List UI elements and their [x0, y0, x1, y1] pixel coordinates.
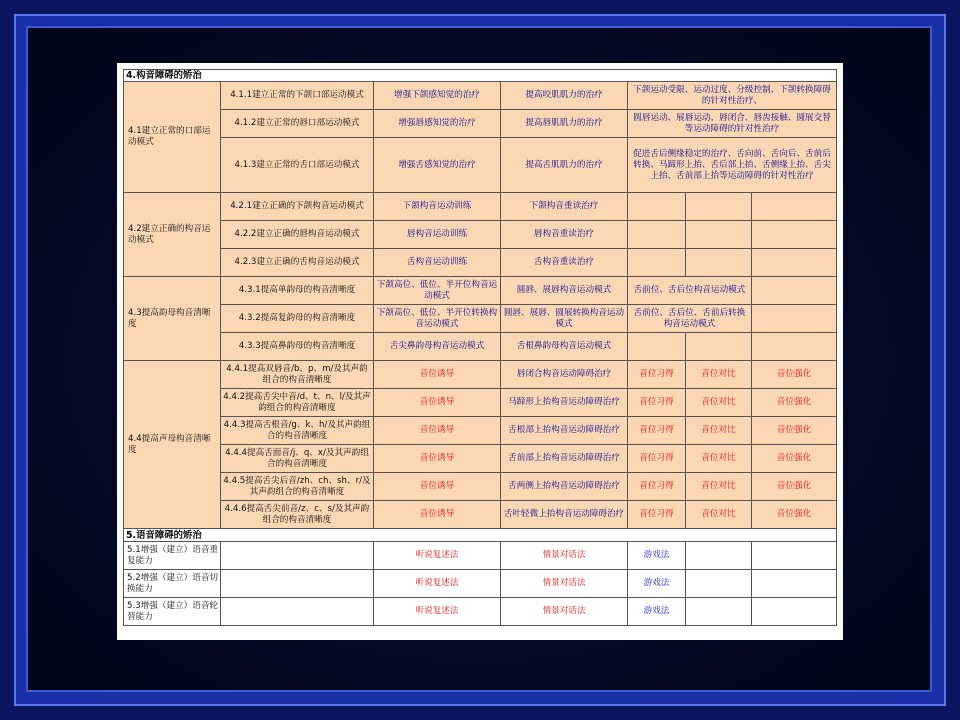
cell-empty — [686, 221, 752, 249]
cell-4-1-2-c: 圆唇运动、展唇运动、唇闭合、唇齿接触、圆展交替等运动障碍的针对性治疗 — [628, 110, 837, 138]
cell-4-2-2-b: 唇构音重读治疗 — [501, 221, 628, 249]
cell-4-1-1-c: 下颌运动受限、运动过度、分级控制、下颌转换障碍的针对性治疗、 — [628, 82, 837, 110]
item-4-4-4: 4.4.4提高舌面音/j、q、x/及其声韵组合的构音清晰度 — [221, 445, 374, 473]
cell-empty — [752, 221, 837, 249]
section-5-title: 5.语音障碍的矫治 — [124, 529, 837, 542]
cell-4-2-3-a: 舌构音运动训练 — [374, 249, 501, 277]
cell-4-1-3-b: 提高舌肌肌力的治疗 — [501, 138, 628, 193]
cell-4-4-5-practice: 音位习得 — [628, 473, 686, 501]
cell-5-1-m1: 听说复述法 — [374, 542, 501, 570]
cell-empty — [628, 333, 686, 361]
cell-4-4-6-strengthen: 音位强化 — [752, 501, 837, 529]
cell-empty — [752, 542, 837, 570]
cell-4-4-3-strengthen: 音位强化 — [752, 417, 837, 445]
item-4-2-1: 4.2.1建立正确的下颌构音运动模式 — [221, 193, 374, 221]
cell-5-2-m3: 游戏法 — [628, 570, 686, 598]
cell-empty — [752, 598, 837, 626]
cell-empty — [628, 249, 686, 277]
cell-4-4-3-b: 舌根部上抬构音运动障碍治疗 — [501, 417, 628, 445]
cell-4-1-2-a: 增强唇感知觉的治疗 — [374, 110, 501, 138]
cell-4-4-5-strengthen: 音位强化 — [752, 473, 837, 501]
cell-5-1-m2: 情景对话法 — [501, 542, 628, 570]
cell-empty — [686, 598, 752, 626]
item-5-2: 5.2增强（建立）语音切换能力 — [124, 570, 221, 598]
cell-empty — [686, 542, 752, 570]
item-4-4-5: 4.4.5提高舌尖后音/zh、ch、sh、r/及其声韵组合的构音清晰度 — [221, 473, 374, 501]
cell-empty — [686, 570, 752, 598]
cell-5-3-m2: 情景对话法 — [501, 598, 628, 626]
cell-4-3-3-a: 舌尖鼻韵母构音运动模式 — [374, 333, 501, 361]
cell-4-4-6-induce: 音位诱导 — [374, 501, 501, 529]
item-4-4-3: 4.4.3提高舌根音/g、k、h/及其声韵组合的构音清晰度 — [221, 417, 374, 445]
cell-4-4-4-contrast: 音位对比 — [686, 445, 752, 473]
cell-4-4-4-b: 舌前部上抬构音运动障碍治疗 — [501, 445, 628, 473]
cell-4-4-1-induce: 音位诱导 — [374, 361, 501, 389]
cell-4-1-2-b: 提高唇肌肌力的治疗 — [501, 110, 628, 138]
item-4-1-1: 4.1.1建立正常的下颌口部运动模式 — [221, 82, 374, 110]
cell-empty — [686, 333, 752, 361]
cell-4-4-5-b: 舌两侧上抬构音运动障碍治疗 — [501, 473, 628, 501]
cell-5-3-m1: 听说复述法 — [374, 598, 501, 626]
cell-4-4-1-strengthen: 音位强化 — [752, 361, 837, 389]
cell-4-3-2-b: 圆唇、展唇、圆展转换构音运动模式 — [501, 305, 628, 333]
cell-4-4-3-practice: 音位习得 — [628, 417, 686, 445]
cell-4-2-2-a: 唇构音运动训练 — [374, 221, 501, 249]
cell-empty — [686, 193, 752, 221]
cell-4-4-6-b: 舌叶轻微上抬构音运动障碍治疗 — [501, 501, 628, 529]
item-4-3-1: 4.3.1提高单韵母的构音清晰度 — [221, 277, 374, 305]
cell-4-4-1-practice: 音位习得 — [628, 361, 686, 389]
cell-4-4-2-b: 马蹄形上抬构音运动障碍治疗 — [501, 389, 628, 417]
cell-empty — [752, 277, 837, 305]
cell-4-4-1-contrast: 音位对比 — [686, 361, 752, 389]
cell-4-3-1-b: 圆唇、展唇构音运动模式 — [501, 277, 628, 305]
cell-4-3-3-b: 舌根鼻韵母构音运动模式 — [501, 333, 628, 361]
cell-4-1-1-a: 增强下颌感知觉的治疗 — [374, 82, 501, 110]
cell-4-2-1-a: 下颌构音运动训练 — [374, 193, 501, 221]
item-4-2-3: 4.2.3建立正确的舌构音运动模式 — [221, 249, 374, 277]
cell-empty — [752, 333, 837, 361]
cell-empty — [221, 542, 374, 570]
cell-4-4-2-practice: 音位习得 — [628, 389, 686, 417]
group-4-1-label: 4.1建立正常的口部运动模式 — [124, 82, 221, 193]
cell-4-4-6-contrast: 音位对比 — [686, 501, 752, 529]
item-4-1-3: 4.1.3建立正常的舌口部运动模式 — [221, 138, 374, 193]
treatment-table — [123, 69, 837, 626]
cell-4-1-3-a: 增强舌感知觉的治疗 — [374, 138, 501, 193]
cell-5-1-m3: 游戏法 — [628, 542, 686, 570]
cell-4-2-3-b: 舌构音重读治疗 — [501, 249, 628, 277]
item-4-2-2: 4.2.2建立正确的唇构音运动模式 — [221, 221, 374, 249]
cell-4-3-1-a: 下颌高位、低位、半开位构音运动模式 — [374, 277, 501, 305]
cell-4-4-4-strengthen: 音位强化 — [752, 445, 837, 473]
item-4-3-2: 4.3.2提高复韵母的构音清晰度 — [221, 305, 374, 333]
cell-empty — [221, 570, 374, 598]
cell-4-3-2-a: 下颌高位、低位、半开位转换构音运动模式 — [374, 305, 501, 333]
item-4-4-1: 4.4.1提高双唇音/b、p、m/及其声韵组合的构音清晰度 — [221, 361, 374, 389]
cell-4-4-6-practice: 音位习得 — [628, 501, 686, 529]
item-4-4-2: 4.4.2提高舌尖中音/d、t、n、l/及其声韵组合的构音清晰度 — [221, 389, 374, 417]
cell-4-2-1-b: 下颌构音重读治疗 — [501, 193, 628, 221]
cell-empty — [628, 221, 686, 249]
cell-4-4-4-practice: 音位习得 — [628, 445, 686, 473]
cell-4-3-1-c: 舌前位、舌后位构音运动模式 — [628, 277, 752, 305]
cell-4-4-2-contrast: 音位对比 — [686, 389, 752, 417]
cell-4-4-5-induce: 音位诱导 — [374, 473, 501, 501]
cell-4-4-5-contrast: 音位对比 — [686, 473, 752, 501]
cell-4-4-4-induce: 音位诱导 — [374, 445, 501, 473]
cell-empty — [752, 570, 837, 598]
cell-5-3-m3: 游戏法 — [628, 598, 686, 626]
section-4-title: 4.构音障碍的矫治 — [124, 70, 837, 82]
cell-empty — [752, 305, 837, 333]
cell-empty — [752, 249, 837, 277]
cell-4-4-3-induce: 音位诱导 — [374, 417, 501, 445]
cell-4-4-1-b: 唇闭合构音运动障碍治疗 — [501, 361, 628, 389]
item-4-4-6: 4.4.6提高舌尖前音/z、c、s/及其声韵组合的构音清晰度 — [221, 501, 374, 529]
cell-empty — [221, 598, 374, 626]
cell-4-4-2-induce: 音位诱导 — [374, 389, 501, 417]
item-4-1-2: 4.1.2建立正常的唇口部运动模式 — [221, 110, 374, 138]
item-5-3: 5.3增强（建立）语音轮替能力 — [124, 598, 221, 626]
item-4-3-3: 4.3.3提高鼻韵母的构音清晰度 — [221, 333, 374, 361]
spreadsheet-image — [117, 63, 843, 640]
cell-empty — [628, 193, 686, 221]
cell-5-2-m1: 听说复述法 — [374, 570, 501, 598]
cell-4-4-2-strengthen: 音位强化 — [752, 389, 837, 417]
group-4-2-label: 4.2建立正确的构音运动模式 — [124, 193, 221, 277]
cell-5-2-m2: 情景对话法 — [501, 570, 628, 598]
item-5-1: 5.1增强（建立）语音重复能力 — [124, 542, 221, 570]
cell-4-1-3-c: 促进舌后侧缘稳定的治疗、舌向前、舌向后、舌前后转换、马蹄形上抬、舌后部上抬、舌侧缘上抬、舌尖上抬、舌前部上抬等运动障碍的针对性治疗 — [628, 138, 837, 193]
cell-empty — [752, 193, 837, 221]
cell-4-1-1-b: 提高咬肌肌力的治疗 — [501, 82, 628, 110]
cell-4-4-3-contrast: 音位对比 — [686, 417, 752, 445]
group-4-4-label: 4.4提高声母构音清晰度 — [124, 361, 221, 529]
group-4-3-label: 4.3提高韵母构音清晰度 — [124, 277, 221, 361]
cell-4-3-2-c: 舌前位、舌后位、舌前后转换构音运动模式 — [628, 305, 752, 333]
cell-empty — [686, 249, 752, 277]
